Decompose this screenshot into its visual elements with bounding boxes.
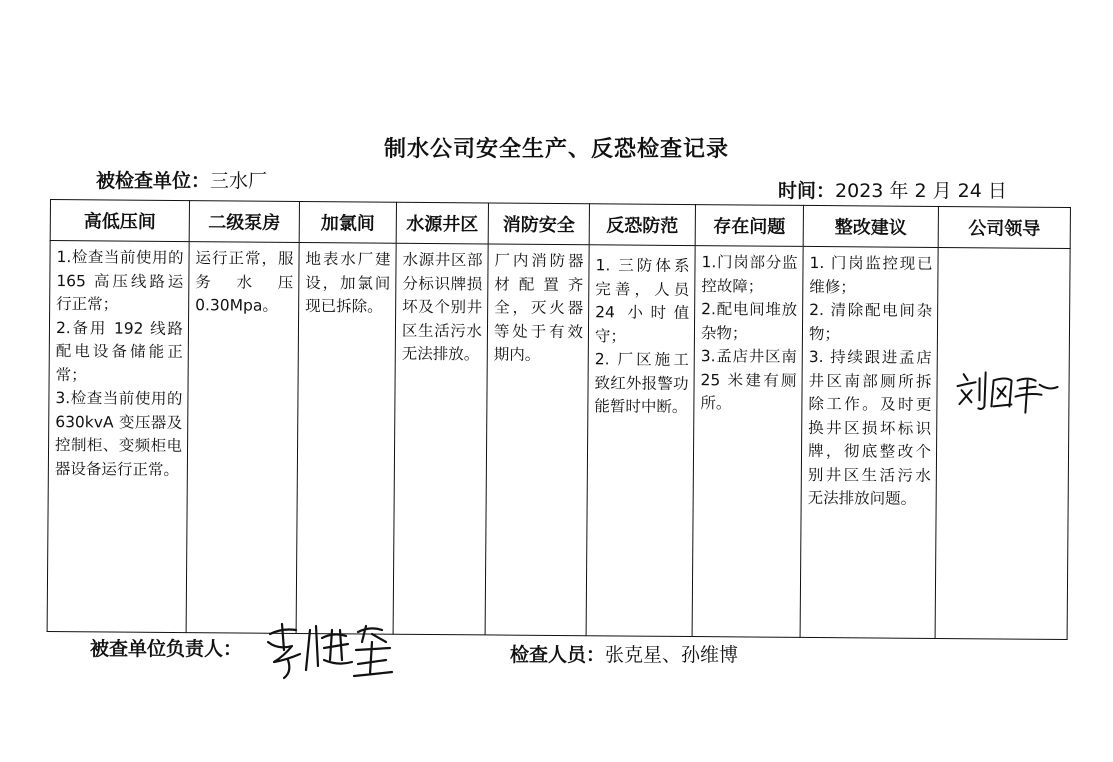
cell-paragraph: 2.配电间堆放杂物； [700, 300, 798, 342]
cell-fire-safety [485, 244, 589, 636]
leader-signature [953, 366, 1063, 419]
cell-paragraph: 2. 厂区施工致红外报警功能暂时中断。 [594, 350, 689, 417]
cell-paragraph: 运行正常，服务水压 0.30Mpa。 [195, 249, 294, 315]
cell-paragraph: 3. 持续跟进孟店井区南部厕所拆除工作。及时更换井区损坏标识牌，彻底整改个别井区生活污水无法排放问题。 [807, 347, 932, 508]
header-issues: 存在问题 [695, 205, 803, 247]
cell-paragraph: 水源井区部分标识牌损坏及个别井区生活污水无法排放。 [401, 250, 483, 364]
inspectors-label: 检查人员： [510, 644, 606, 666]
inspectors-value: 张克星、孙维博 [605, 644, 739, 666]
inspectors [510, 640, 738, 667]
cell-paragraph: 厂内消防器材配置齐全，灭火器等处于有效期内。 [493, 251, 584, 364]
cell-leader [935, 247, 1070, 639]
cell-paragraph: 1. 三防体系完善，人员 24 小时值守； [594, 256, 690, 346]
document-title: 制水公司安全生产、反恐检查记录 [383, 137, 729, 162]
header-suggestions: 整改建议 [803, 205, 938, 247]
cell-paragraph: 3.孟店井区南 25 米建有厕所。 [700, 347, 797, 413]
header-well-area: 水源井区 [396, 202, 488, 244]
cell-paragraph: 1. 门岗监控现已维修； [809, 253, 933, 296]
responsible-person [90, 634, 242, 661]
cell-anti-terror [586, 245, 695, 637]
table-row [47, 241, 1070, 640]
cell-paragraph: 1.检查当前使用的 165 高压线路运行正常； [56, 248, 184, 314]
inspection-time-value: 2023 年 2 月 24 日 [835, 180, 1007, 202]
cell-pump-room [186, 242, 299, 634]
cell-high-low-voltage [47, 241, 189, 633]
cell-paragraph: 1.门岗部分监控故障； [701, 253, 798, 296]
cell-paragraph: 地表水厂建设，加氯间现已拆除。 [305, 250, 391, 316]
cell-issues [692, 246, 803, 638]
cell-paragraph: 2. 清除配电间杂物； [808, 300, 933, 343]
cell-paragraph: 3.检查当前使用的 630kvA 变压器及控制柜、变频柜电器设备运行正常。 [54, 389, 183, 479]
cell-chlorination [296, 242, 396, 634]
inspection-time [778, 176, 1007, 203]
inspected-unit [96, 166, 267, 193]
responsible-signature [262, 620, 398, 682]
header-chlorination: 加氯间 [299, 201, 396, 243]
header-leader: 公司领导 [938, 206, 1070, 248]
header-high-low-voltage: 高低压间 [50, 200, 189, 242]
inspection-time-label: 时间： [778, 180, 836, 202]
header-fire-safety: 消防安全 [488, 203, 589, 245]
inspected-unit-value: 三水厂 [210, 170, 268, 192]
inspected-unit-label: 被检查单位： [96, 170, 211, 192]
cell-well-area [393, 243, 488, 635]
cell-suggestions [800, 246, 938, 638]
header-pump-room: 二级泵房 [189, 201, 299, 243]
responsible-person-label: 被查单位负责人： [90, 638, 243, 660]
inspection-table [47, 199, 1071, 640]
cell-paragraph: 2.备用 192 线路配电设备储能正常； [55, 318, 184, 384]
header-anti-terror: 反恐防范 [589, 204, 695, 246]
